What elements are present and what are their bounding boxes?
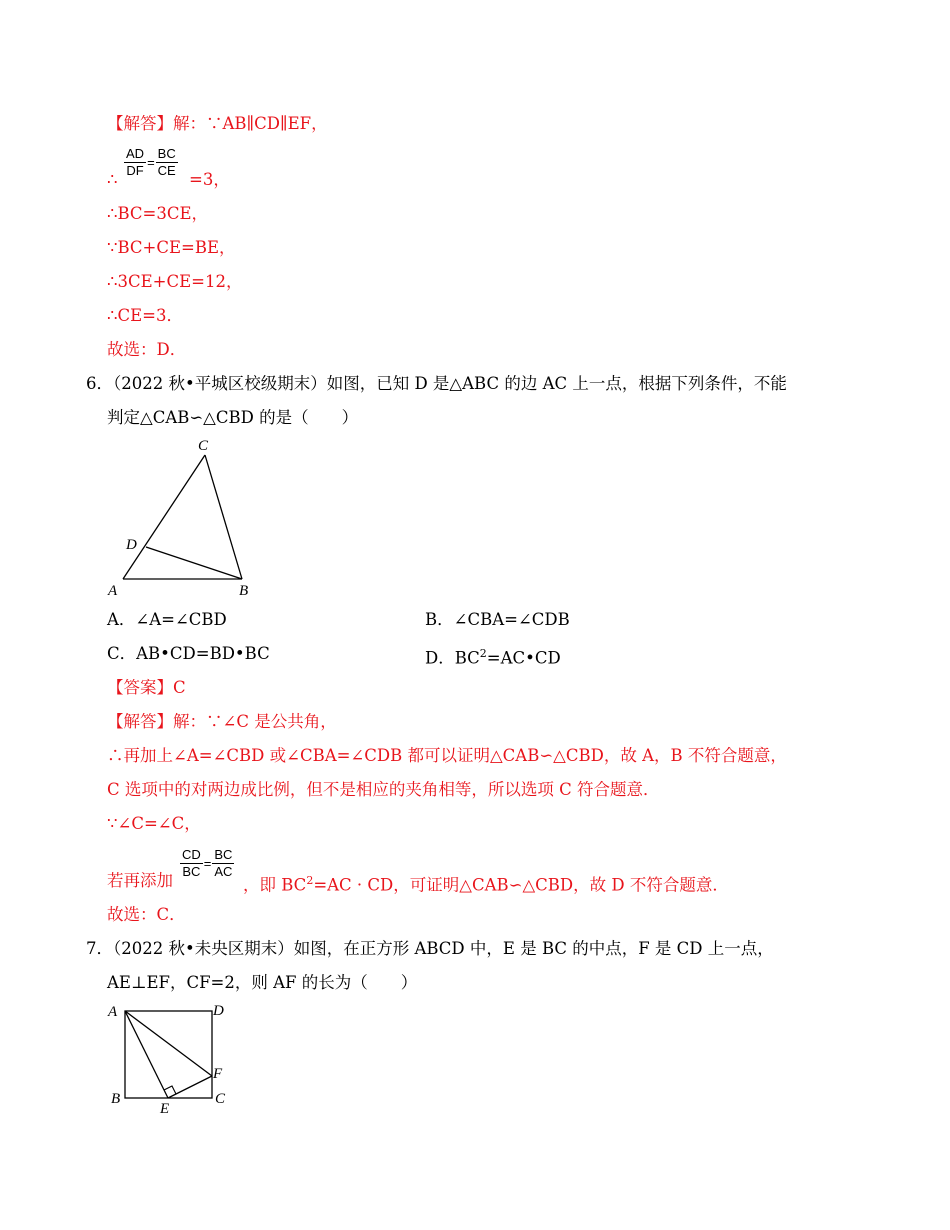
frac-bc-den: BC [182, 864, 201, 879]
frac-equals: = [147, 154, 155, 170]
label-a: A [108, 1004, 118, 1020]
option-d-post: =AC•CD [486, 648, 561, 668]
solution6-step-1: ∴再加上∠A=∠CBD 或∠CBA=∠CDB 都可以证明△CAB∽△CBD，故 A，B 不符合题意， [107, 746, 787, 765]
ratio-fraction-2 [180, 847, 234, 880]
solution6-choice: 故选：C． [107, 905, 186, 924]
square-figure [100, 996, 240, 1116]
solution6-add-rest: ，即 $BC^2=AC$ · CD，可证明△CAB∽△CBD，故 D 不符合题意． [243, 874, 729, 895]
label-b: B [111, 1091, 121, 1107]
label-e: E [160, 1101, 170, 1116]
frac-ac: AC [214, 864, 233, 879]
solution-intro: 【解答】解：∵AB∥CD∥EF， [107, 114, 328, 133]
option-d-sup: 2 [479, 647, 487, 660]
label-b: B [239, 583, 249, 599]
label-f: F [213, 1066, 223, 1082]
side-ac [123, 455, 205, 579]
question-7-stem-2: AE⊥EF，CF=2，则 AF 的长为（ ） [107, 973, 418, 992]
answer-label: 【答案】C [107, 678, 186, 697]
label-a: A [108, 583, 118, 599]
solution-step-ce: ∴CE=3． [107, 306, 183, 325]
solution6-intro: 【解答】解：∵∠C 是公共角， [107, 712, 337, 731]
segment-ef [168, 1076, 212, 1098]
solution-step-bc: ∴BC=3CE， [107, 204, 209, 223]
solution6-add-prefix: 若再添加 [107, 871, 173, 890]
frac-bc-num: BC [214, 847, 233, 862]
solution6-step-3: ∵∠C=∠C， [107, 814, 201, 833]
option-d [425, 643, 561, 670]
ratio-result: =3， [189, 170, 230, 189]
solution6-step-2: C 选项中的对两边成比例，但不是相应的夹角相等，所以选项 C 符合题意． [107, 780, 660, 799]
frac-bc: BC [157, 146, 176, 161]
label-d: D [213, 1003, 224, 1019]
frac-ad: AD [126, 146, 145, 161]
ratio-fraction [124, 146, 178, 179]
question-6-stem: 6．（2022 秋•平城区校级期末）如图，已知 D 是△ABC 的边 AC 上一点，根据下列条件，不能 [86, 374, 787, 393]
side-cb [205, 455, 242, 579]
segment-bd [146, 547, 242, 579]
square-abcd [125, 1011, 212, 1098]
frac-cd: CD [182, 847, 201, 862]
frac-df: DF [126, 163, 144, 178]
therefore-symbol: ∴ [107, 170, 118, 189]
solution-step-equation: ∴3CE+CE=12， [107, 272, 243, 291]
option-d-pre: D．BC [425, 648, 480, 668]
option-a: A．∠A=∠CBD [107, 610, 227, 629]
label-d: D [126, 537, 137, 553]
option-b: B．∠CBA=∠CDB [425, 610, 570, 629]
option-c: C．AB•CD=BD•BC [107, 644, 270, 663]
solution-choice: 故选：D． [107, 340, 187, 359]
triangle-figure [100, 432, 270, 602]
label-c: C [215, 1091, 226, 1107]
frac-equals-2: = [203, 855, 212, 871]
question-6-stem-2: 判定△CAB∽△CBD 的是（ ） [107, 408, 359, 427]
question-7-stem: 7．（2022 秋•未央区期末）如图，在正方形 ABCD 中，E 是 BC 的中点，F 是 CD 上一点， [86, 939, 774, 958]
segment-af [125, 1011, 212, 1076]
label-c: C [198, 438, 209, 454]
frac-ce: CE [157, 163, 176, 178]
segment-ae [125, 1011, 168, 1098]
solution-step-sum: ∵BC+CE=BE， [107, 238, 236, 257]
